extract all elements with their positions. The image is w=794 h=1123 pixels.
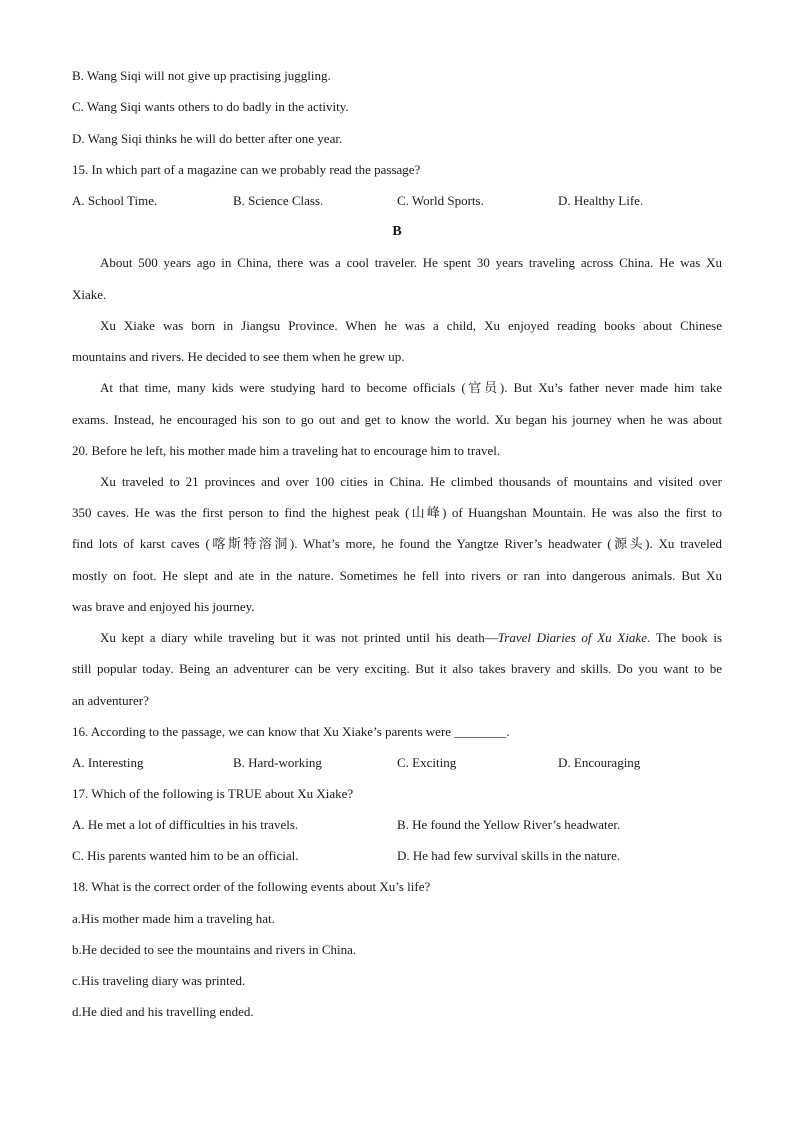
passage-p5-line3: an adventurer? bbox=[72, 693, 149, 708]
q16-options bbox=[72, 747, 722, 778]
q17-option-c: C. His parents wanted him to be an official. bbox=[72, 848, 299, 863]
passage-p2-line2: mountains and rivers. He decided to see them when he grew up. bbox=[72, 349, 405, 364]
passage-p3-line2: exams. Instead, he encouraged his son to go out and get to know the world. Xu began his journey when he was about bbox=[72, 412, 722, 427]
passage-p3-line3: 20. Before he left, his mother made him a traveling hat to encourage him to travel. bbox=[72, 443, 501, 458]
passage-p5-line2: still popular today. Being an adventurer can be very exciting. But it also takes bravery and skills. Do you want to be bbox=[72, 661, 722, 676]
q16-question: 16. According to the passage, we can know that Xu Xiake’s parents were ________. bbox=[72, 724, 510, 739]
q15-question: 15. In which part of a magazine can we probably read the passage? bbox=[72, 162, 421, 177]
q17-option-d: D. He had few survival skills in the nature. bbox=[397, 848, 621, 863]
passage-p5-line1 bbox=[100, 622, 722, 653]
q17-options-row2 bbox=[72, 840, 722, 871]
passage-p1-line2: Xiake. bbox=[72, 287, 107, 302]
q17-options-row1 bbox=[72, 809, 722, 840]
book-title: Travel Diaries of Xu Xiake bbox=[497, 630, 647, 645]
q15-option-c: C. World Sports. bbox=[397, 193, 484, 208]
q18-event-a: a.His mother made him a traveling hat. bbox=[72, 911, 275, 926]
q18-event-d: d.He died and his travelling ended. bbox=[72, 1004, 254, 1019]
q18-event-c: c.His traveling diary was printed. bbox=[72, 973, 246, 988]
passage-p4-line4: mostly on foot. He slept and ate in the nature. Sometimes he fell into rivers or ran into dangerous animals. But Xu bbox=[72, 568, 722, 583]
passage-p5-text-after: . The book is bbox=[646, 630, 723, 645]
passage-p4-line3: find lots of karst caves (喀斯特溶洞). What’s more, he found the Yangtze River’s headwater (源头). Xu traveled bbox=[72, 536, 722, 551]
q17-option-b: B. He found the Yellow River’s headwater. bbox=[397, 817, 621, 832]
q15-option-b: B. Science Class. bbox=[233, 193, 324, 208]
q17-question: 17. Which of the following is TRUE about Xu Xiake? bbox=[72, 786, 354, 801]
q15-option-a: A. School Time. bbox=[72, 193, 158, 208]
q18-question: 18. What is the correct order of the following events about Xu’s life? bbox=[72, 879, 431, 894]
passage-p3-line1: At that time, many kids were studying hard to become officials (官员). But Xu’s father never made him take bbox=[100, 380, 722, 395]
q16-option-a: A. Interesting bbox=[72, 755, 144, 770]
q16-option-b: B. Hard-working bbox=[233, 755, 322, 770]
passage-p4-line5: was brave and enjoyed his journey. bbox=[72, 599, 255, 614]
q15-option-d: D. Healthy Life. bbox=[558, 193, 644, 208]
passage-p4-line2: 350 caves. He was the first person to find the highest peak (山峰) of Huangshan Mountain. He was also the first to bbox=[72, 505, 722, 520]
q17-option-a: A. He met a lot of difficulties in his travels. bbox=[72, 817, 299, 832]
passage-p1-line1: About 500 years ago in China, there was a cool traveler. He spent 30 years traveling across China. He was Xu bbox=[100, 255, 722, 270]
section-heading: B bbox=[392, 224, 402, 239]
q16-option-c: C. Exciting bbox=[397, 755, 457, 770]
q15-options bbox=[72, 185, 722, 216]
q18-event-b: b.He decided to see the mountains and rivers in China. bbox=[72, 942, 357, 957]
passage-p5-text-before: Xu kept a diary while traveling but it was not printed until his death— bbox=[100, 630, 498, 645]
q14-option-b: B. Wang Siqi will not give up practising juggling. bbox=[72, 68, 331, 83]
passage-p4-line1: Xu traveled to 21 provinces and over 100 cities in China. He climbed thousands of mountains and visited over bbox=[100, 474, 722, 489]
q16-option-d: D. Encouraging bbox=[558, 755, 641, 770]
q14-option-d: D. Wang Siqi thinks he will do better after one year. bbox=[72, 131, 343, 146]
q14-option-c: C. Wang Siqi wants others to do badly in the activity. bbox=[72, 99, 349, 114]
passage-p2-line1: Xu Xiake was born in Jiangsu Province. When he was a child, Xu enjoyed reading books about Chinese bbox=[100, 318, 722, 333]
